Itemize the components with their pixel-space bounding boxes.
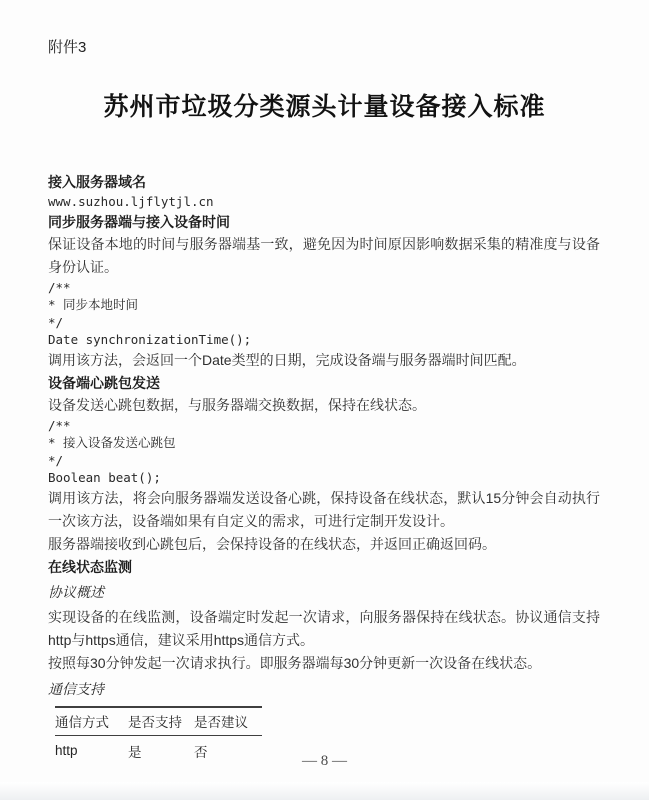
table-cell-supported: 是	[128, 744, 142, 760]
code-line-server-url: www.suzhou.ljflytjl.cn	[48, 194, 214, 209]
table-header-comm-method: 通信方式	[55, 707, 128, 736]
table-cell-comm-method: http	[55, 743, 78, 758]
code-line-sync-method: Date synchronizationTime();	[48, 332, 252, 347]
attachment-label: 附件3	[48, 39, 87, 56]
code-line-comment-close: */	[48, 314, 64, 330]
paragraph-sync-method-desc: 调用该方法，会返回一个Date类型的日期，完成设备端与服务器端时间匹配。	[48, 351, 526, 368]
subheading-protocol-overview: 协议概述	[48, 583, 104, 600]
table-header-row	[55, 707, 262, 736]
code-line-comment-close-2: */	[48, 452, 64, 468]
page-title: 苏州市垃圾分类源头计量设备接入标准	[103, 94, 546, 121]
document-body	[48, 171, 600, 767]
section-heading-online-monitor: 在线状态监测	[48, 558, 132, 575]
page-number: — 8 —	[302, 753, 347, 769]
bottom-scan-band	[0, 782, 649, 800]
table-header-supported: 是否支持	[128, 707, 194, 736]
code-line-comment-open-2: /**	[48, 417, 71, 433]
paragraph-beat-method-desc: 调用该方法，将会向服务器端发送设备心跳，保持设备在线状态，默认15分钟会自动执行一次该方法，设备端如果有自定义的需求，可进行定制开发设计。	[48, 489, 600, 529]
table-cell-recommended: 否	[194, 744, 208, 760]
paragraph-heartbeat-desc: 设备发送心跳包数据，与服务器端交换数据，保持在线状态。	[48, 396, 426, 413]
paragraph-time-sync-desc: 保证设备本地的时间与服务器端基一致，避免因为时间原因影响数据采集的精准度与设备身份认证。	[48, 235, 600, 275]
code-line-comment-body: * 同步本地时间	[48, 297, 139, 312]
paragraph-polling-interval-desc: 按照每30分钟发起一次请求执行。即服务器端每30分钟更新一次设备在线状态。	[48, 654, 542, 671]
code-line-beat-method: Boolean beat();	[48, 470, 161, 485]
paragraph-online-monitor-desc: 实现设备的在线监测，设备端定时发起一次请求，向服务器保持在线状态。协议通信支持http与https通信，建议采用https通信方式。	[48, 608, 600, 648]
subheading-comm-support: 通信支持	[48, 680, 104, 697]
code-line-comment-body-2: * 接入设备发送心跳包	[48, 435, 176, 450]
section-heading-time-sync: 同步服务器端与接入设备时间	[48, 213, 230, 230]
section-heading-server-domain: 接入服务器域名	[48, 174, 146, 190]
paragraph-server-ack-desc: 服务器端接收到心跳包后，会保持设备的在线状态，并返回正确返回码。	[48, 535, 496, 552]
table-header-recommended: 是否建议	[194, 707, 262, 736]
section-heading-heartbeat: 设备端心跳包发送	[48, 374, 160, 391]
code-line-comment-open: /**	[48, 279, 71, 295]
